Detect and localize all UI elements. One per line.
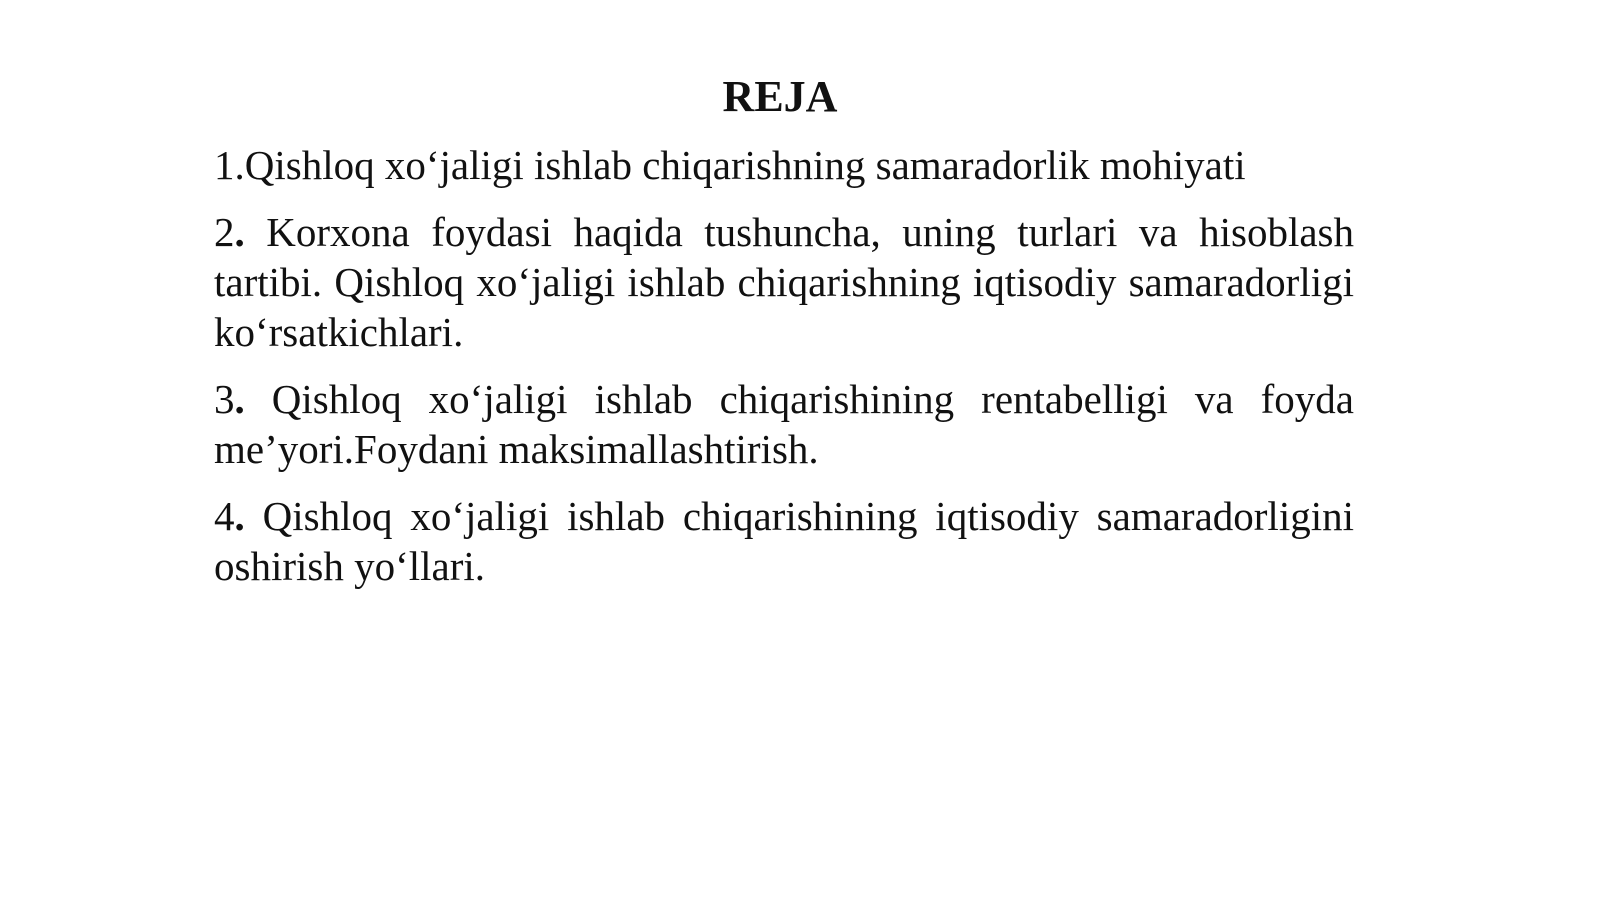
plan-item-3 bbox=[214, 374, 1354, 474]
plan-item-4 bbox=[214, 491, 1354, 591]
plan-item-2 bbox=[214, 207, 1354, 357]
plan-item-number: 2. bbox=[214, 209, 245, 255]
plan-item-text: Qishloq xo‘jaligi ishlab chiqarishning samaradorlik mohiyati bbox=[244, 142, 1246, 188]
plan-item-text: Korxona foydasi haqida tushuncha, uning turlari va hisoblash tartibi. Qishloq xo‘jaligi ishlab chiqarishning iqtisodiy samaradorligi ko‘rsatkichlari. bbox=[214, 209, 1354, 355]
plan-item-number: 1. bbox=[214, 142, 245, 188]
plan-item-number: 3. bbox=[214, 376, 245, 422]
plan-item-number: 4. bbox=[214, 493, 245, 539]
plan-item-1 bbox=[214, 140, 1354, 190]
plan-item-text: Qishloq xo‘jaligi ishlab chiqarishining rentabelligi va foyda me’yori.Foydani maksimallashtirish. bbox=[214, 376, 1354, 472]
plan-list bbox=[214, 140, 1354, 608]
plan-item-text: Qishloq xo‘jaligi ishlab chiqarishining iqtisodiy samaradorligini oshirish yo‘llari. bbox=[214, 493, 1354, 589]
slide-title: REJA bbox=[722, 72, 838, 121]
